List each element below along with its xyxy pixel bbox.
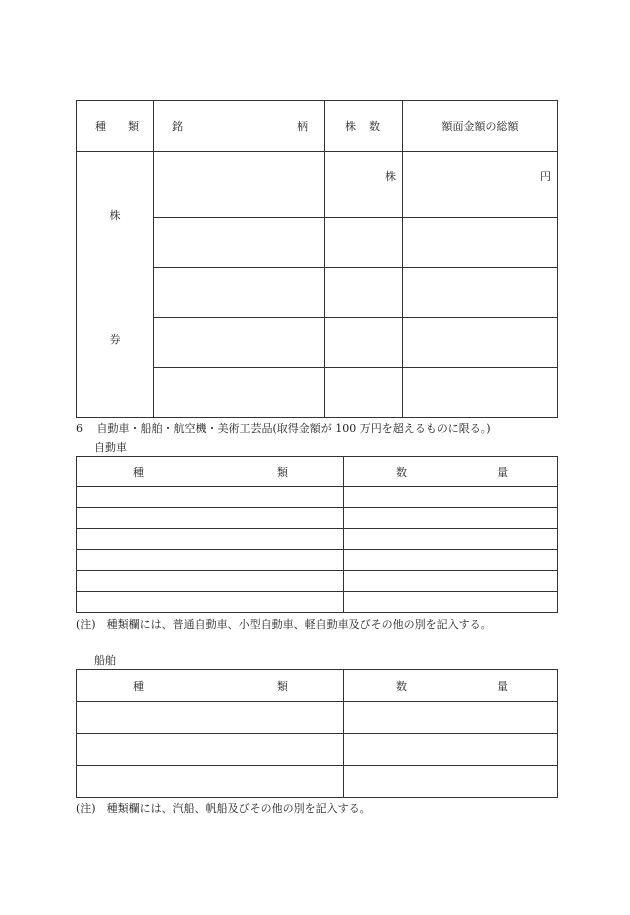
ship-header-quantity-char2: 量 [497, 679, 508, 693]
table-row [77, 550, 558, 571]
issue-cell[interactable] [154, 368, 325, 418]
vehicle-quantity-cell[interactable] [344, 487, 558, 508]
ship-header-quantity [344, 670, 558, 702]
table-row [77, 508, 558, 529]
vehicle-header-quantity [344, 457, 558, 487]
vehicle-header-kind-char2: 類 [277, 465, 288, 479]
vehicle-table-header [77, 457, 558, 487]
shares-cell[interactable] [325, 268, 403, 318]
ship-header-kind-char1: 種 [133, 679, 144, 693]
header-kind [77, 101, 154, 152]
vehicle-kind-cell[interactable] [77, 550, 344, 571]
header-face-total: 額面金額の総額 [403, 101, 558, 152]
vehicle-note: (注) 種類欄には、普通自動車、小型自動車、軽自動車及びその他の別を記入する。 [76, 618, 492, 631]
table-row [77, 152, 558, 218]
vehicle-quantity-cell[interactable] [344, 529, 558, 550]
ship-label: 船舶 [94, 654, 116, 667]
ship-quantity-cell[interactable] [344, 766, 558, 798]
shares-cell[interactable] [325, 318, 403, 368]
issue-cell[interactable] [154, 218, 325, 268]
header-issue-char1: 銘 [172, 120, 183, 133]
amount-cell[interactable] [403, 318, 558, 368]
table-row [77, 766, 558, 798]
issue-cell[interactable] [154, 152, 325, 218]
amount-cell[interactable] [403, 268, 558, 318]
stock-table [76, 100, 558, 418]
table-row [77, 571, 558, 592]
shares-unit: 株 [325, 152, 403, 218]
header-shares-char2: 数 [369, 120, 380, 133]
table-row [77, 529, 558, 550]
ship-header-quantity-char1: 数 [396, 679, 407, 693]
vehicle-kind-cell[interactable] [77, 592, 344, 613]
vehicle-quantity-cell[interactable] [344, 592, 558, 613]
ship-header-kind-char2: 類 [277, 679, 288, 693]
header-shares [325, 101, 403, 152]
header-shares-char1: 株 [345, 120, 356, 133]
ship-header-kind [77, 670, 344, 702]
vehicle-quantity-cell[interactable] [344, 550, 558, 571]
issue-cell[interactable] [154, 318, 325, 368]
issue-cell[interactable] [154, 268, 325, 318]
header-issue-char2: 柄 [297, 120, 308, 133]
vehicle-quantity-cell[interactable] [344, 508, 558, 529]
ship-note: (注) 種類欄には、汽船、帆船及びその他の別を記入する。 [76, 802, 371, 815]
vehicle-header-quantity-char2: 量 [497, 465, 508, 479]
ship-table [76, 669, 558, 798]
vehicle-kind-cell[interactable] [77, 529, 344, 550]
kind-label-char2: 券 [109, 333, 121, 346]
header-issue [154, 101, 325, 152]
vehicle-table [76, 456, 558, 613]
vehicle-quantity-cell[interactable] [344, 571, 558, 592]
shares-cell[interactable] [325, 368, 403, 418]
vehicle-header-quantity-char1: 数 [396, 465, 407, 479]
ship-kind-cell[interactable] [77, 702, 344, 734]
table-row [77, 734, 558, 766]
shares-cell[interactable] [325, 218, 403, 268]
ship-table-header [77, 670, 558, 702]
ship-quantity-cell[interactable] [344, 734, 558, 766]
ship-kind-cell[interactable] [77, 766, 344, 798]
vehicle-kind-cell[interactable] [77, 487, 344, 508]
stock-table-header [77, 101, 558, 152]
section6-title: 自動車・船舶・航空機・美術工芸品(取得金額が 100 万円を超えるものに限る。) [96, 422, 491, 435]
ship-quantity-cell[interactable] [344, 702, 558, 734]
table-row [77, 592, 558, 613]
kind-stock-certificate [77, 152, 154, 418]
vehicle-kind-cell[interactable] [77, 571, 344, 592]
table-row [77, 487, 558, 508]
section6-number: 6 [76, 422, 83, 435]
vehicle-header-kind [77, 457, 344, 487]
amount-unit: 円 [403, 152, 558, 218]
section6-heading [76, 420, 491, 436]
vehicle-header-kind-char1: 種 [133, 465, 144, 479]
vehicle-kind-cell[interactable] [77, 508, 344, 529]
vehicle-label: 自動車 [94, 441, 127, 454]
kind-label-char1: 株 [109, 209, 121, 222]
amount-cell[interactable] [403, 218, 558, 268]
header-kind-char1: 種 [95, 120, 106, 133]
ship-kind-cell[interactable] [77, 734, 344, 766]
amount-cell[interactable] [403, 368, 558, 418]
header-kind-char2: 類 [128, 120, 139, 133]
table-row [77, 702, 558, 734]
